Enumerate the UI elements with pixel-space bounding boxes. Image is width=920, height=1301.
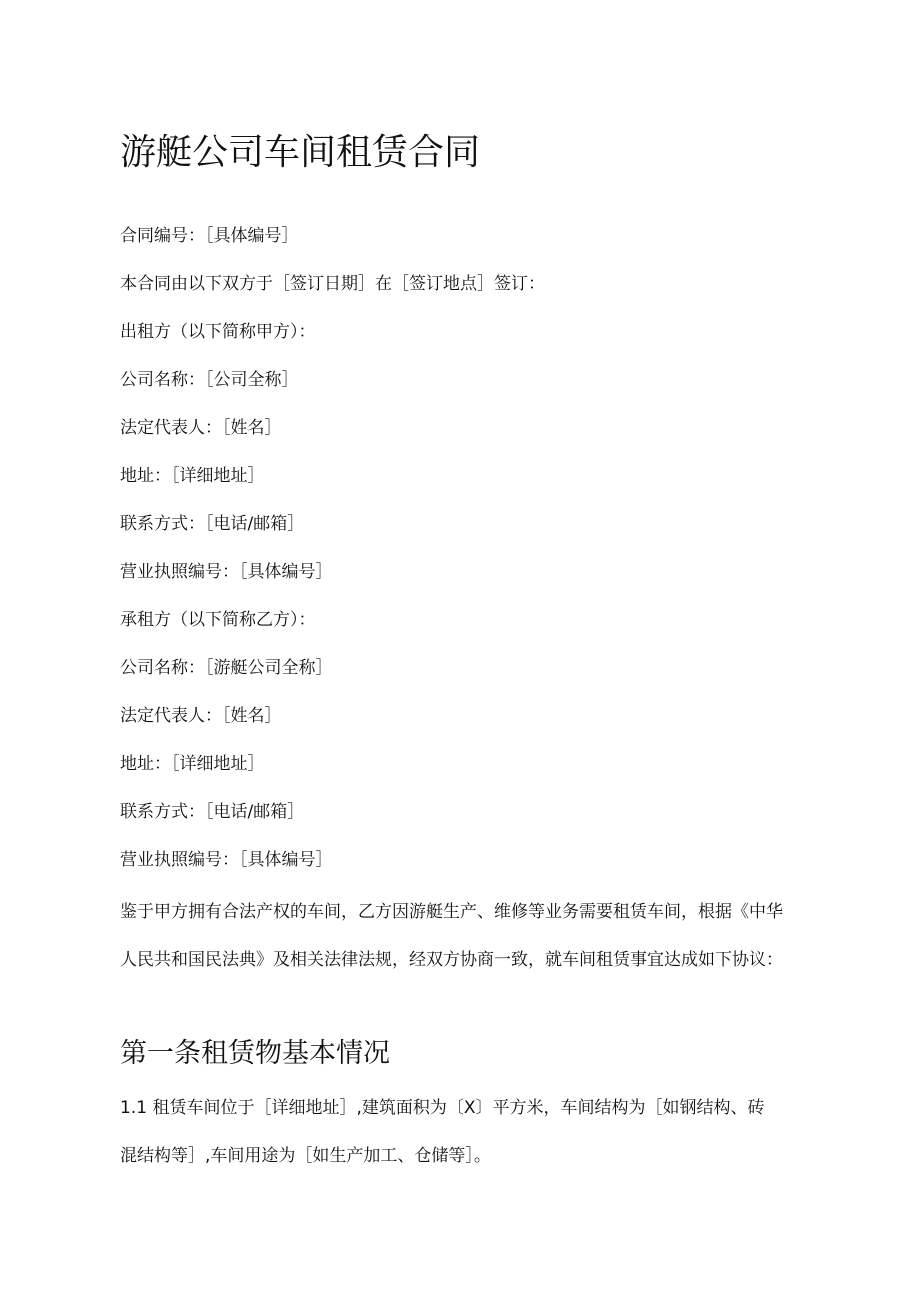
lessee-address: 地址：［详细地址］ [120,754,265,774]
preamble-paragraph [120,888,800,984]
clause-1-1 [120,1084,800,1180]
document-title: 游艇公司车间租赁合同 [120,132,481,173]
lessee-license: 营业执照编号：［具体编号］ [120,850,333,870]
lessee-company: 公司名称：［游艇公司全称］ [120,658,333,678]
lessor-company: 公司名称：［公司全称］ [120,370,299,390]
section-heading: 第一条租赁物基本情况 [120,1038,390,1069]
lessee-representative: 法定代表人：［姓名］ [120,706,282,726]
contract-number: 合同编号：［具体编号］ [120,226,299,246]
preamble-line: 鉴于甲方拥有合法产权的车间，乙方因游艇生产、维修等业务需要租赁车间，根据《中华 [120,902,783,922]
lessor-license: 营业执照编号：［具体编号］ [120,562,333,582]
lessee-heading: 承租方（以下简称乙方）： [120,610,316,630]
preamble-line: 人民共和国民法典》及相关法律法规，经双方协商一致，就车间租赁事宜达成如下协议： [120,950,783,970]
lessor-heading: 出租方（以下简称甲方）： [120,322,316,342]
lessor-address: 地址：［详细地址］ [120,466,265,486]
intro-line: 本合同由以下双方于［签订日期］在［签订地点］签订： [120,274,545,294]
lessor-representative: 法定代表人：［姓名］ [120,418,282,438]
clause-line: 1.1 租赁车间位于［详细地址］,建筑面积为〔X〕平方米，车间结构为［如钢结构、砖 [120,1098,765,1118]
clause-line: 混结构等］,车间用途为［如生产加工、仓储等］。 [120,1146,491,1166]
lessee-contact: 联系方式：［电话/邮箱］ [120,802,305,822]
lessor-contact: 联系方式：［电话/邮箱］ [120,514,305,534]
